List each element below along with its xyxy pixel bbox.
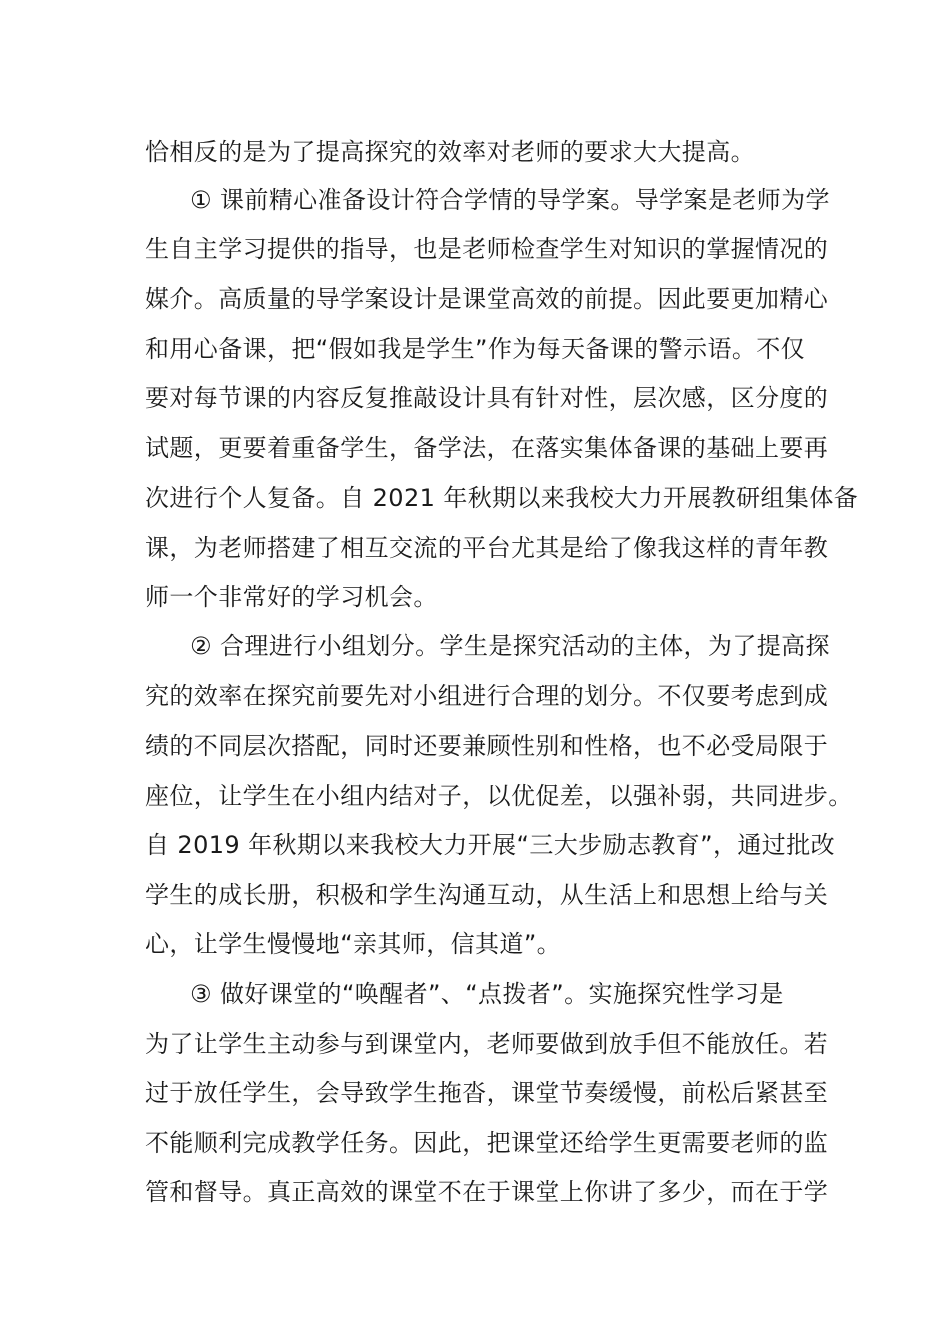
paragraph-line: 不能顺利完成教学任务。因此，把课堂还给学生更需要老师的监 bbox=[145, 1129, 829, 1157]
paragraph-line: 心，让学生慢慢地“亲其师，信其道”。 bbox=[145, 930, 562, 958]
paragraph-line: 自 2019 年秋期以来我校大力开展“三大步励志教育”，通过批改 bbox=[145, 831, 836, 859]
paragraph-line: 课，为老师搭建了相互交流的平台尤其是给了像我这样的青年教 bbox=[145, 534, 829, 562]
paragraph-line: 座位，让学生在小组内结对子，以优促差，以强补弱，共同进步。 bbox=[145, 782, 853, 810]
paragraph-line: 和用心备课，把“假如我是学生”作为每天备课的警示语。不仅 bbox=[145, 335, 806, 363]
paragraph-line: 管和督导。真正高效的课堂不在于课堂上你讲了多少，而在于学 bbox=[145, 1178, 829, 1206]
paragraph-line: 生自主学习提供的指导，也是老师检查学生对知识的掌握情况的 bbox=[145, 235, 829, 263]
paragraph-line: 绩的不同层次搭配，同时还要兼顾性别和性格，也不必受局限于 bbox=[145, 732, 829, 760]
paragraph-line: 过于放任学生，会导致学生拖沓，课堂节奏缓慢，前松后紧甚至 bbox=[145, 1079, 829, 1107]
paragraph-line: ① 课前精心准备设计符合学情的导学案。导学案是老师为学 bbox=[190, 186, 830, 214]
paragraph-line: 试题，更要着重备学生，备学法，在落实集体备课的基础上要再 bbox=[145, 434, 829, 462]
paragraph-line: 为了让学生主动参与到课堂内，老师要做到放手但不能放任。若 bbox=[145, 1030, 829, 1058]
paragraph-line: ② 合理进行小组划分。学生是探究活动的主体，为了提高探 bbox=[190, 632, 830, 660]
paragraph-line: 媒介。高质量的导学案设计是课堂高效的前提。因此要更加精心 bbox=[145, 285, 829, 313]
paragraph-line: 师一个非常好的学习机会。 bbox=[145, 583, 438, 611]
paragraph-line: ③ 做好课堂的“唤醒者”、“点拨者”。实施探究性学习是 bbox=[190, 980, 784, 1008]
paragraph-line: 学生的成长册，积极和学生沟通互动，从生活上和思想上给与关 bbox=[145, 881, 829, 909]
paragraph-line: 次进行个人复备。自 2021 年秋期以来我校大力开展教研组集体备 bbox=[145, 484, 859, 512]
paragraph-line: 要对每节课的内容反复推敲设计具有针对性，层次感，区分度的 bbox=[145, 384, 829, 412]
paragraph-line: 恰相反的是为了提高探究的效率对老师的要求大大提高。 bbox=[145, 138, 755, 166]
paragraph-line: 究的效率在探究前要先对小组进行合理的划分。不仅要考虑到成 bbox=[145, 682, 829, 710]
